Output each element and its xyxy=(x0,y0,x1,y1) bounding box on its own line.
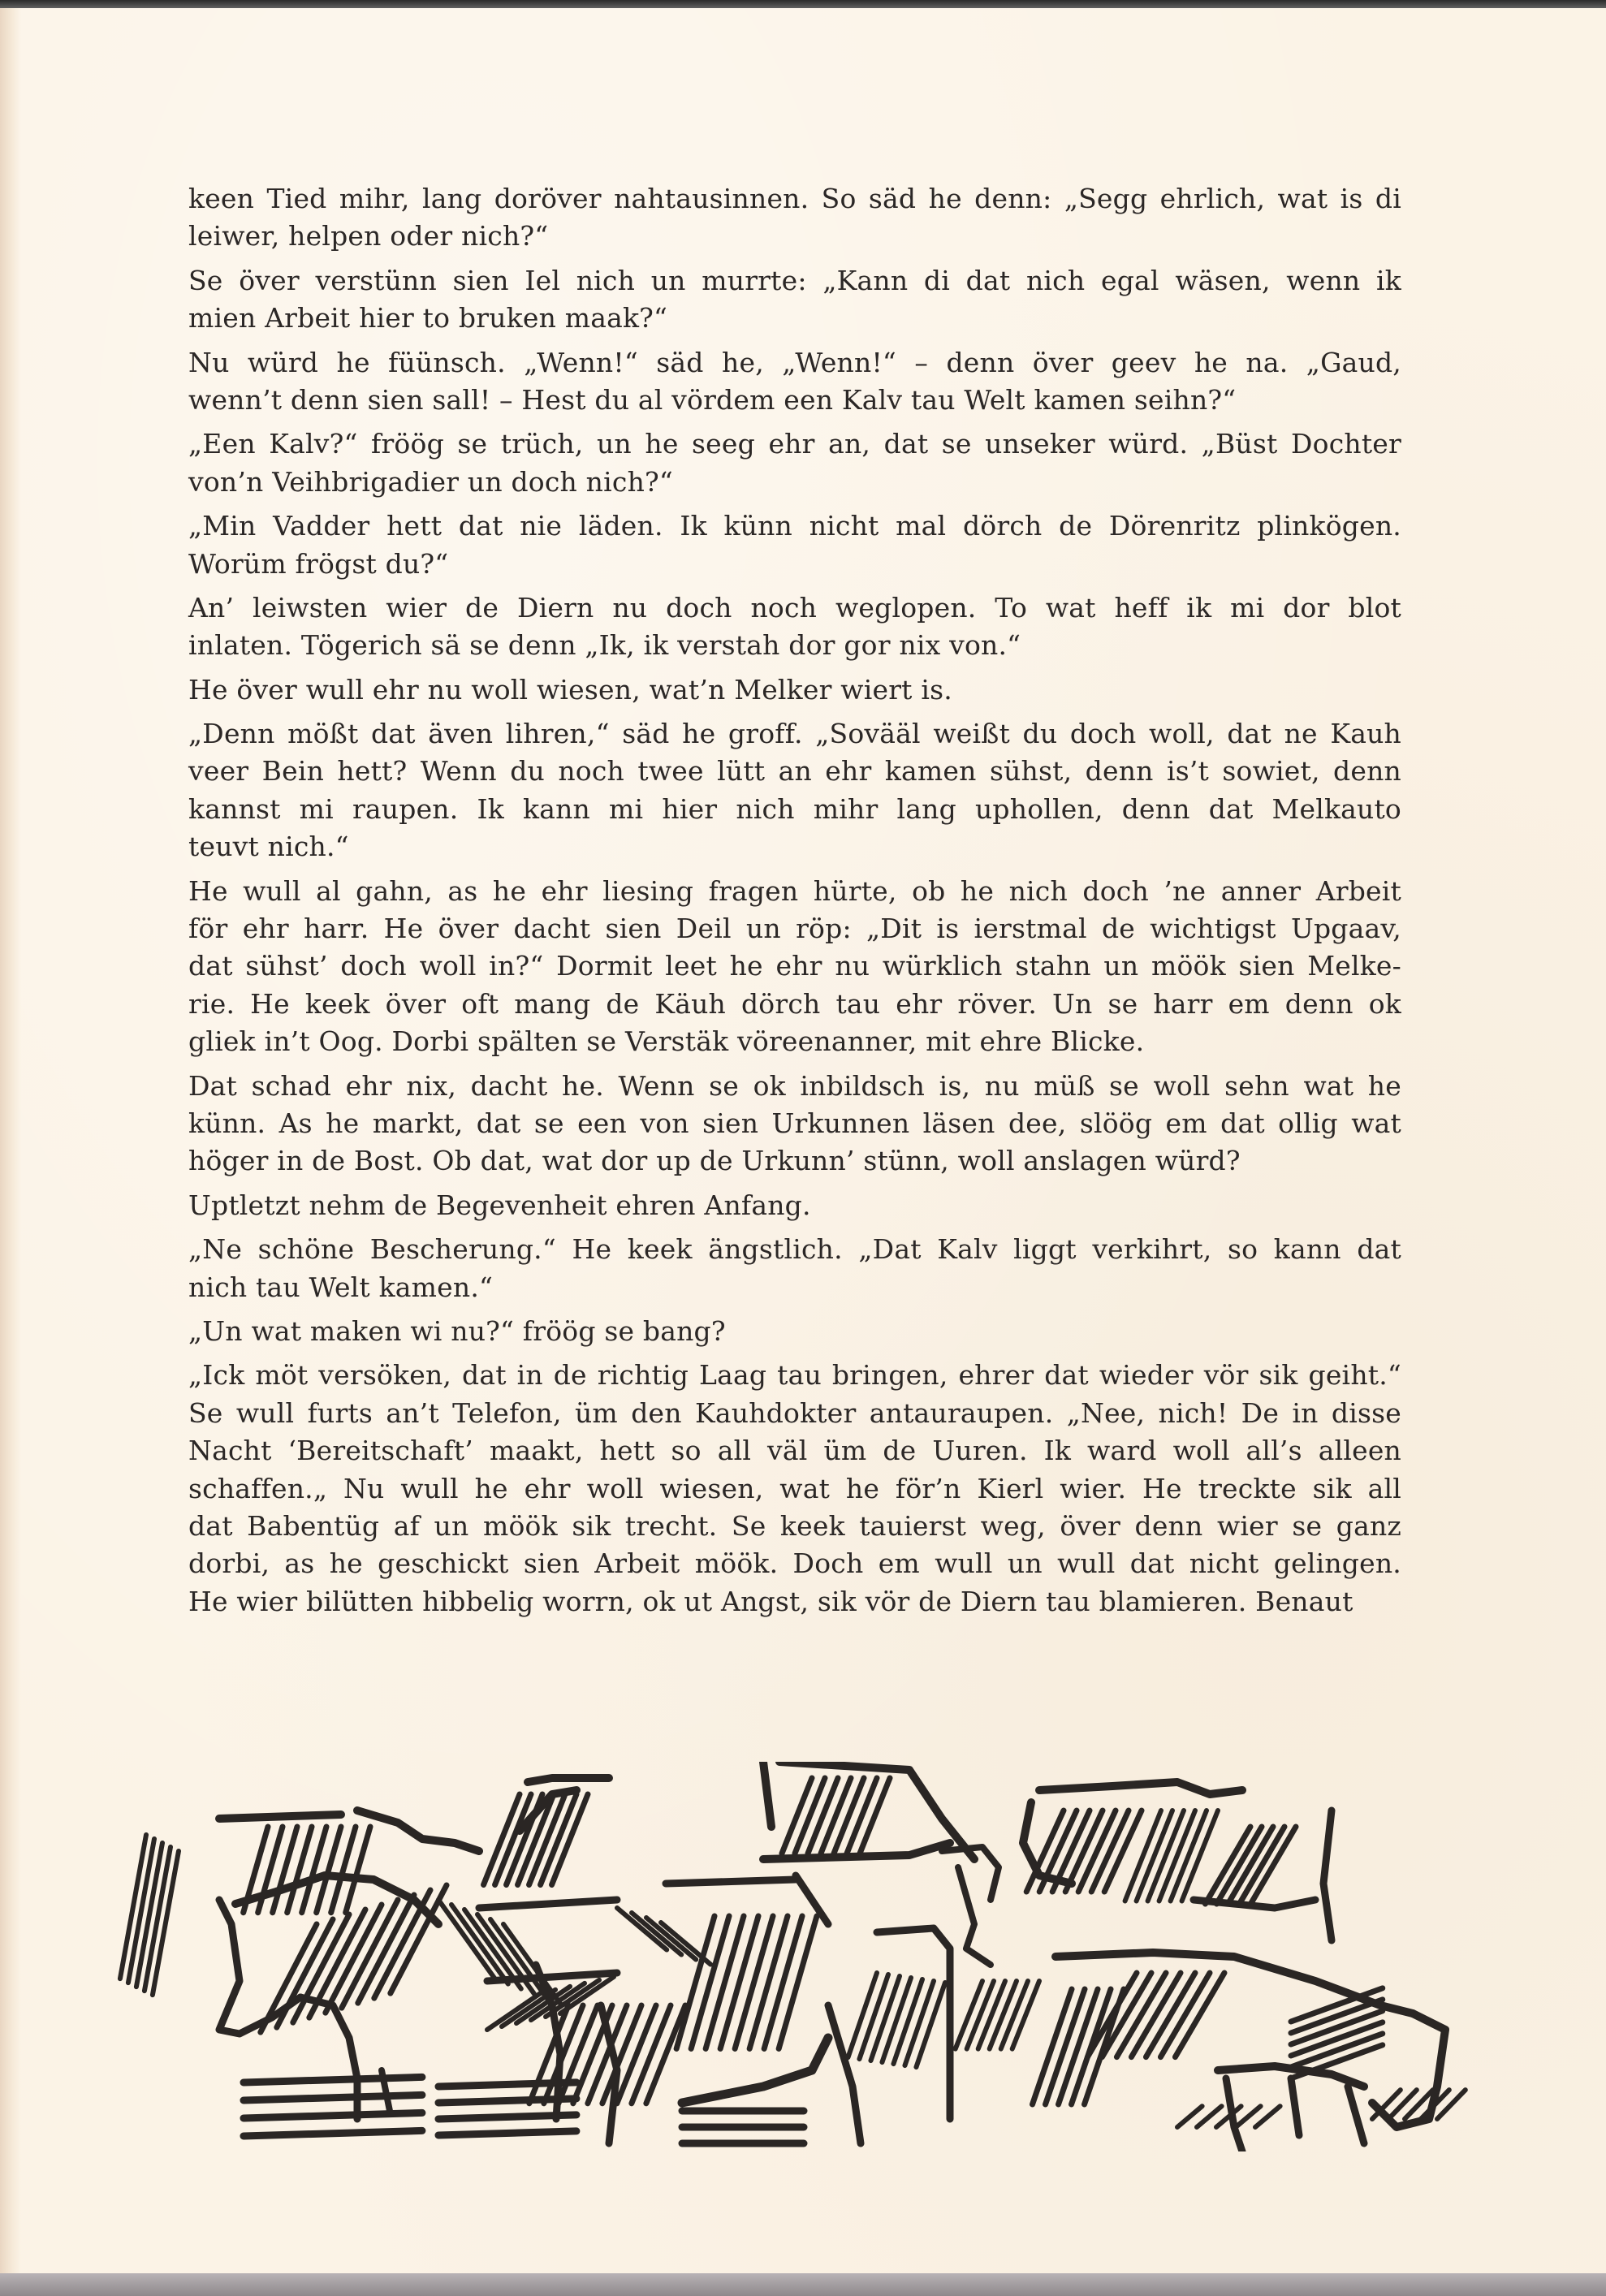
ground-stroke xyxy=(438,2131,576,2135)
cow-middle-leg xyxy=(828,2005,861,2143)
paragraph xyxy=(188,1068,1401,1180)
text-line: leiwer, helpen oder nich?“ xyxy=(188,220,549,252)
cow-right-top-hatching xyxy=(1228,1827,1273,1904)
text-line: kannst mi raupen. Ik kann mi hier nich mihr lang uphollen, denn dat Melkauto xyxy=(188,792,1401,825)
paragraph xyxy=(188,1313,1401,1350)
text-line: Worüm frögst du?“ xyxy=(188,547,449,580)
text-line: dorbi, as he geschickt sien Arbeit möök. Doch em wull un wull dat nicht gelingen. xyxy=(188,1547,1401,1580)
text-line: He över wull ehr nu woll wiesen, wat’n Melker wiert is. xyxy=(188,673,952,706)
text-line: An’ leiwsten wier de Diern nu doch noch weglopen. To wat heff ik mi dor blot xyxy=(188,591,1401,624)
paragraph xyxy=(188,873,1401,1061)
text-line: schaffen.„ Nu wull he ehr woll wiesen, wat he för’n Kierl wier. He treckte sik all xyxy=(188,1472,1401,1504)
text-line: „Min Vadder hett dat nie läden. Ik künn nicht mal dörch de Dörenritz plinkögen. xyxy=(188,510,1401,542)
body-text xyxy=(188,180,1401,1627)
text-line: nich tau Welt kamen.“ xyxy=(188,1271,494,1303)
text-line: för ehr harr. He över dacht sien Deil un röp: „Dit is ierstmal de wichtigst Upgaav, xyxy=(188,913,1401,945)
ground-stroke xyxy=(1437,2090,1466,2119)
text-line: „Ne schöne Bescherung.“ He keek ängstlich. „Dat Kalv liggt verkihrt, so kann dat xyxy=(188,1233,1401,1266)
paragraph xyxy=(188,507,1401,583)
cow-middle-back xyxy=(763,1762,974,1859)
text-line: dat sühst’ doch woll in?“ Dormit leet he ehr nu würklich stahn un möök sien Melke- xyxy=(188,950,1401,982)
text-line: „Ick möt versöken, dat in de richtig Laag tau bringen, ehrer dat wieder vör sik geiht.“ xyxy=(188,1359,1401,1392)
paragraph xyxy=(188,671,1401,709)
text-line: keen Tied mihr, lang doröver nahtausinnen. So säd he denn: „Segg ehrlich, wat is di xyxy=(188,183,1401,214)
paragraph xyxy=(188,1187,1401,1224)
text-line: veer Bein hett? Wenn du noch twee lütt an ehr kamen sühst, denn is’t sowiet, denn xyxy=(188,755,1401,788)
text-line: „Een Kalv?“ fröög se trüch, un he seeg ehr an, dat se unseker würd. „Büst Dochter xyxy=(188,428,1401,460)
binding-shadow xyxy=(0,8,21,2273)
paragraph xyxy=(188,589,1401,665)
text-line: rie. He keek över oft mang de Käuh dörch tau ehr röver. Un se harr em denn ok xyxy=(188,987,1401,1020)
text-line: mien Arbeit hier to bruken maak?“ xyxy=(188,302,668,334)
text-line: Nu würd he füünsch. „Wenn!“ säd he, „Wenn!“ – denn över geev he na. „Gaud, xyxy=(188,346,1401,378)
text-line: He wull al gahn, as he ehr liesing fragen hürte, ob he nich doch ’ne anner Arbeit xyxy=(188,874,1401,907)
ground-stroke xyxy=(1388,2090,1417,2119)
text-line: He wier bilütten hibbelig worrn, ok ut Angst, sik vör de Diern tau blamieren. Benaut xyxy=(188,1585,1353,1617)
cow-herd-drawing xyxy=(97,1762,1551,2151)
text-line: von’n Veihbrigadier un doch nich?“ xyxy=(188,465,673,498)
text-line: „Un wat maken wi nu?“ fröög se bang? xyxy=(188,1314,726,1347)
text-line: wenn’t denn sien sall! – Hest du al vördem een Kalv tau Welt kamen seihn?“ xyxy=(188,383,1237,416)
text-line: Dat schad ehr nix, dacht he. Wenn se ok inbildsch is, nu müß se woll sehn wat he xyxy=(188,1069,1401,1102)
text-line: inlaten. Tögerich sä se denn „Ik, ik verstah dor gor nix von.“ xyxy=(188,629,1021,662)
ground-stroke xyxy=(244,2095,422,2100)
cow-left-head xyxy=(219,1900,300,2034)
paragraph xyxy=(188,1231,1401,1306)
ground-stroke xyxy=(244,2130,422,2136)
ground-stroke xyxy=(244,2077,422,2082)
text-line: künn. As he markt, dat se een von sien Urkunnen läsen dee, slöög em dat ollig wat xyxy=(188,1107,1401,1139)
cow-right-back xyxy=(1056,1953,1413,2013)
text-line: Se wull furts an’t Telefon, üm den Kauhdokter antauraupen. „Nee, nich! De in disse xyxy=(188,1396,1401,1429)
text-line: Se över verstünn sien Iel nich un murrte: „Kann di dat nich egal wäsen, wenn ik xyxy=(188,264,1401,296)
book-page xyxy=(0,8,1606,2273)
text-line: höger in de Bost. Ob dat, wat dor up de Urkunn’ stünn, woll anslagen würd? xyxy=(188,1145,1241,1177)
text-line: „Denn mößt dat även lihren,“ säd he groff. „Sovääl weißt du doch woll, dat ne Kauh xyxy=(188,718,1401,750)
text-line: Nacht ‘Bereitschaft’ maakt, hett so all väl üm de Uuren. Ik ward woll all’s alleen xyxy=(188,1435,1401,1467)
text-line: dat Babentüg af un möök sik trecht. Se keek tauierst weg, över denn wier se ganz xyxy=(188,1509,1401,1542)
text-line: gliek in’t Oog. Dorbi spälten se Verstäk vöreenanner, mit ehre Blicke. xyxy=(188,1025,1145,1058)
cow-herd-illustration xyxy=(97,1762,1551,2151)
paragraph xyxy=(188,715,1401,866)
text-line: Uptletzt nehm de Begevenheit ehren Anfang. xyxy=(188,1189,811,1221)
ground-stroke xyxy=(244,2113,422,2118)
scanner-edge-bottom xyxy=(0,2273,1606,2296)
paragraph xyxy=(188,344,1401,420)
text-line: teuvt nich.“ xyxy=(188,831,349,863)
paragraph xyxy=(188,425,1401,501)
paragraph xyxy=(188,262,1401,338)
paragraph xyxy=(188,1357,1401,1621)
paragraph xyxy=(188,180,1401,256)
